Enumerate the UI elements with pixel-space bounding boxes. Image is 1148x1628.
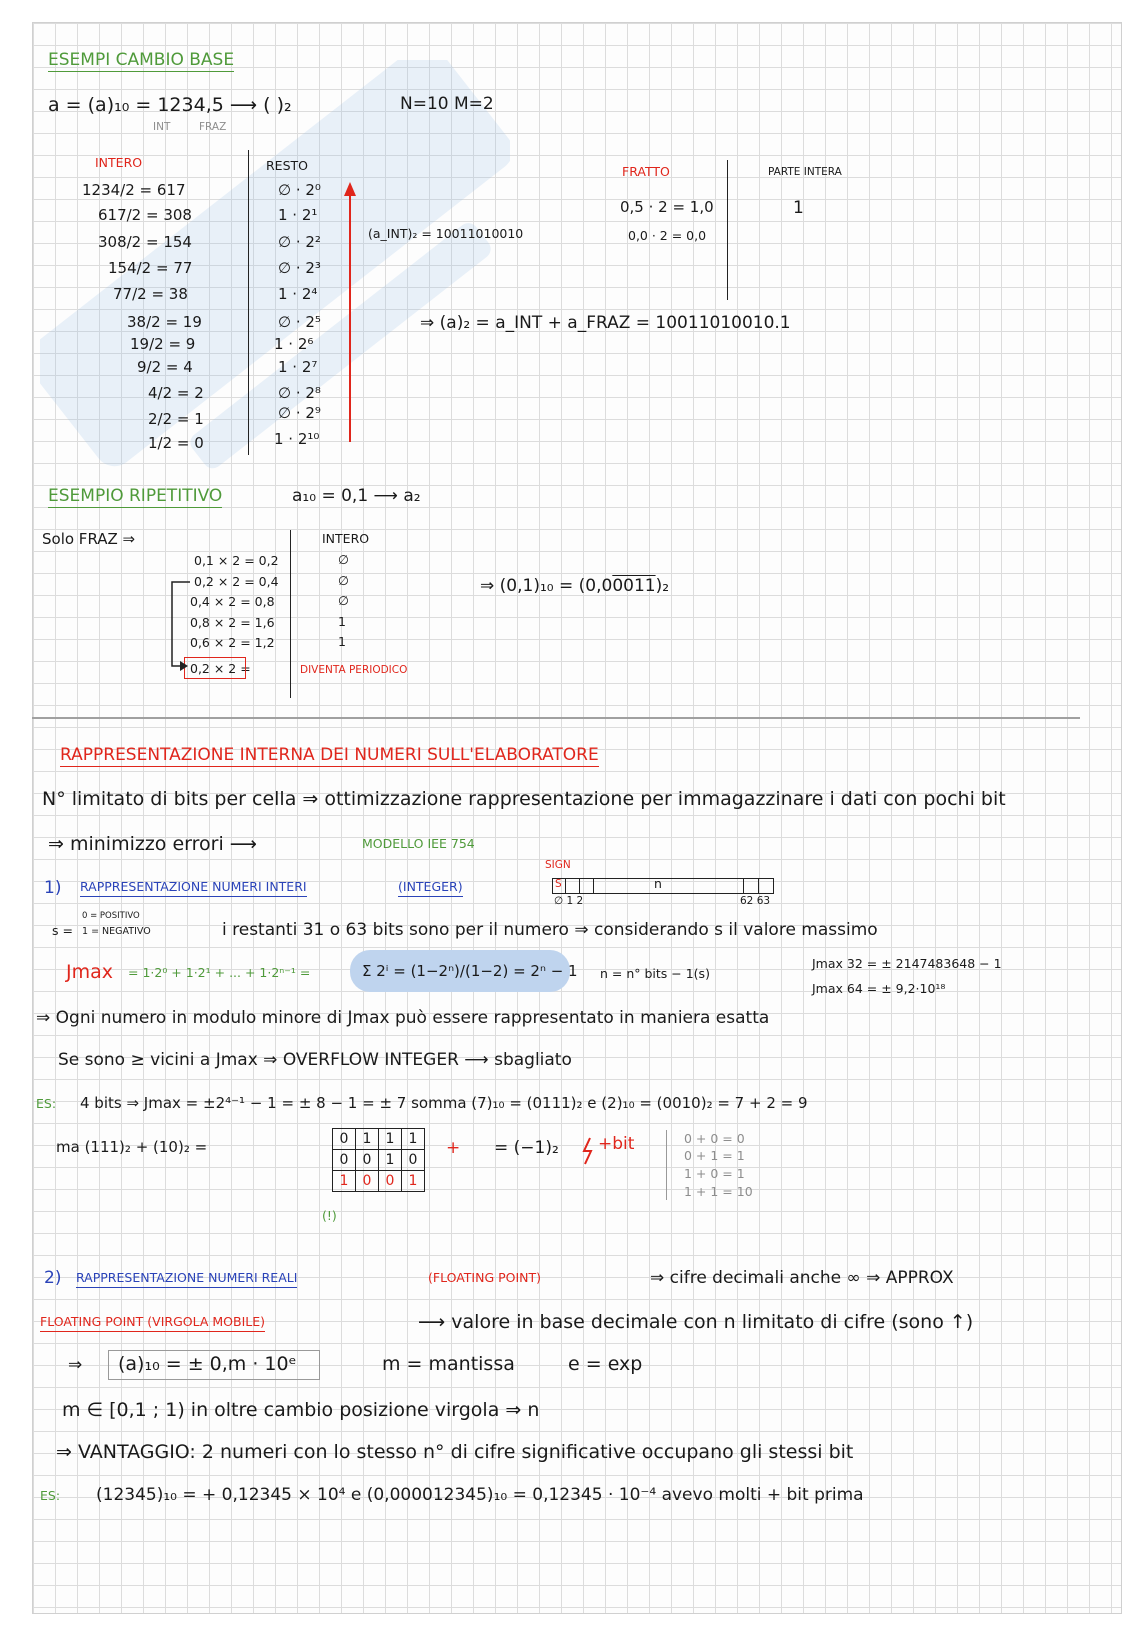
frac-int-value: 1: [793, 198, 804, 218]
frac-separator: [727, 160, 728, 300]
int-part-header: PARTE INTERA: [768, 166, 842, 178]
es-reals-line: (12345)₁₀ = + 0,12345 × 10⁴ e (0,000012345)₁₀ = 0,12345 · 10⁻⁴ avevo molti + bit prima: [96, 1485, 864, 1505]
sub2-tag: (FLOATING POINT): [428, 1270, 542, 1285]
lightning-icon: [581, 1136, 595, 1166]
remainder-row: 1 · 2¹⁰: [274, 430, 320, 448]
es-label-reals: ES:: [40, 1488, 61, 1503]
division-row: 154/2 = 77: [108, 259, 193, 277]
rule-row: 0 + 1 = 1: [684, 1148, 745, 1163]
section-title-rappresentazione: RAPPRESENTAZIONE INTERNA DEI NUMERI SULL'ELABORATORE: [60, 745, 599, 765]
result-left: ⇒ (0,1)₁₀ = (0,0: [480, 576, 613, 596]
plus-sign: +: [446, 1138, 461, 1158]
frac-row: 0,5 · 2 = 1,0: [620, 198, 714, 216]
remainder-row: 1 · 2⁴: [278, 285, 318, 303]
int-header: INTERO: [95, 155, 143, 170]
remainder-row: ∅ · 2⁹: [278, 404, 321, 422]
ma-line: ma (111)₂ + (10)₂ =: [56, 1138, 208, 1156]
division-row: 38/2 = 19: [127, 313, 202, 331]
remainder-row: 1 · 2⁶: [274, 335, 314, 353]
int-label: INT: [153, 121, 171, 133]
line-bits-cella: N° limitato di bits per cella ⇒ ottimizzazione rappresentazione per immagazzinare i dati con pochi bit: [42, 788, 1006, 810]
main-equation: a = (a)₁₀ = 1234,5 ⟶ ( )₂: [48, 94, 292, 116]
grid-cell: 1: [379, 1129, 402, 1150]
result-note: +bit: [598, 1134, 635, 1154]
imax-sum: = 1·2⁰ + 1·2¹ + ... + 1·2ⁿ⁻¹ =: [128, 965, 311, 980]
ripetitivo-result: [480, 578, 669, 595]
remainder-row: ∅ · 2²: [278, 233, 321, 251]
carry-mark: (!): [322, 1208, 337, 1223]
s-definition-rest: i restanti 31 o 63 bits sono per il numero ⇒ considerando s il valore massimo: [222, 920, 878, 940]
grid-cell: 0: [333, 1150, 356, 1171]
section-title-cambio-base: ESEMPI CAMBIO BASE: [48, 50, 235, 70]
advantage-line: ⇒ VANTAGGIO: 2 numeri con lo stesso n° di cifre significative occupano gli stessi bit: [56, 1441, 854, 1463]
sub2-title: RAPPRESENTAZIONE NUMERI REALI: [76, 1272, 297, 1288]
solo-frac-label: Solo FRAZ ⇒: [42, 530, 136, 548]
floating-point-formula: (a)₁₀ = ± 0,m · 10ᵉ: [118, 1353, 297, 1375]
floating-point-description: ⟶ valore in base decimale con n limitato di cifre (sono ↑): [418, 1311, 974, 1333]
ripetitivo-int-header: INTERO: [322, 531, 370, 546]
grid-cell: 0: [356, 1171, 379, 1192]
division-row: 1234/2 = 617: [82, 181, 186, 199]
division-row: 19/2 = 9: [130, 335, 196, 353]
cell-n: n: [654, 876, 662, 891]
imax-label: Jmax: [66, 961, 113, 983]
division-separator: [248, 150, 249, 455]
sub1-number: 1): [44, 878, 62, 898]
grid-cell: 1: [333, 1171, 356, 1192]
remainder-row: ∅ · 2⁸: [278, 384, 321, 402]
ripetitivo-int: ∅: [338, 573, 349, 588]
sub2-number: 2): [44, 1268, 62, 1288]
division-row: 308/2 = 154: [98, 233, 192, 251]
section-title-ripetitivo: ESEMPIO RIPETITIVO: [48, 486, 223, 506]
sub1-tag: (INTEGER): [398, 881, 463, 897]
rules-separator: [666, 1130, 667, 1200]
sum-result: = (−1)₂: [494, 1138, 559, 1158]
ripetitivo-equation: a₁₀ = 0,1 ⟶ a₂: [292, 486, 421, 506]
remainder-row: ∅ · 2⁵: [278, 313, 321, 331]
ripetitivo-row: 0,1 × 2 = 0,2: [194, 553, 279, 568]
grid-cell: 1: [356, 1129, 379, 1150]
n-definition: n = n° bits − 1(s): [600, 966, 710, 981]
imax-formula: Σ 2ⁱ = (1−2ⁿ)/(1−2) = 2ⁿ − 1: [362, 962, 578, 980]
ripetitivo-row: 0,6 × 2 = 1,2: [190, 635, 275, 650]
s-positive: 0 = POSITIVO: [82, 911, 140, 921]
grid-cell: 0: [379, 1171, 402, 1192]
ripetitivo-int: ∅: [338, 552, 349, 567]
ripetitivo-row: 0,8 × 2 = 1,6: [190, 615, 275, 630]
section1-result: ⇒ (a)₂ = a_INT + a_FRAZ = 10011010010.1: [420, 313, 791, 333]
reals-note: ⇒ cifre decimali anche ∞ ⇒ APPROX: [650, 1268, 954, 1288]
division-row: 617/2 = 308: [98, 206, 192, 224]
ripetitivo-int: 1: [338, 614, 346, 629]
mantissa-range: m ∈ [0,1 ; 1) in oltre cambio posizione virgola ⇒ n: [62, 1399, 540, 1421]
frac-row: 0,0 · 2 = 0,0: [628, 228, 707, 243]
cell-s: S: [555, 878, 562, 890]
section-divider: [32, 717, 1080, 719]
read-direction-arrow-icon: [340, 180, 360, 445]
line-modulo: ⇒ Ogni numero in modulo minore di Jmax può essere rappresentato in maniera esatta: [36, 1008, 770, 1028]
s-definition: s =: [52, 923, 73, 938]
modello-label: MODELLO IEE 754: [362, 836, 475, 851]
rule-row: 1 + 0 = 1: [684, 1166, 745, 1181]
base-params: N=10 M=2: [400, 94, 494, 114]
imax-64: Jmax 64 = ± 9,2·10¹⁸: [812, 981, 946, 996]
line-overflow: Se sono ≥ vicini a Jmax ⇒ OVERFLOW INTEGER ⟶ sbagliato: [58, 1050, 572, 1070]
bit-index-right: 62 63: [740, 895, 771, 907]
line-minimizzo: ⇒ minimizzo errori ⟶: [48, 833, 258, 855]
es-integers-line: 4 bits ⇒ Jmax = ±2⁴⁻¹ − 1 = ± 8 − 1 = ± 7 somma (7)₁₀ = (0111)₂ e (2)₁₀ = (0010)₂ = 7 + 2 = 9: [80, 1094, 808, 1112]
binary-sum-grid: [332, 1128, 425, 1192]
rest-header: RESTO: [266, 158, 308, 173]
grid-cell: 0: [356, 1150, 379, 1171]
remainder-row: 1 · 2¹: [278, 206, 318, 224]
grid-cell: 1: [379, 1150, 402, 1171]
implies-arrow: ⇒: [68, 1355, 83, 1375]
division-row: 2/2 = 1: [148, 410, 204, 428]
sign-label: SIGN: [545, 859, 571, 871]
bit-index-left: ∅ 1 2: [554, 895, 584, 907]
frac-header: FRATTO: [622, 164, 670, 179]
grid-cell: 0: [402, 1150, 425, 1171]
sub1-title: RAPPRESENTAZIONE NUMERI INTERI: [80, 881, 307, 897]
division-row: 1/2 = 0: [148, 434, 204, 452]
remainder-row: ∅ · 2³: [278, 259, 321, 277]
ripetitivo-row: 0,2 × 2 = 0,4: [194, 574, 279, 589]
s-negative: 1 = NEGATIVO: [82, 926, 151, 937]
result-right: )₂: [655, 576, 670, 596]
imax-32: Jmax 32 = ± 2147483648 − 1: [812, 956, 1002, 971]
loop-back-arrow-icon: [164, 580, 194, 672]
grid-cell: 0: [333, 1129, 356, 1150]
grid-cell: 1: [402, 1129, 425, 1150]
result-periodic: 0011: [612, 576, 656, 596]
a-int-result: (a_INT)₂ = 10011010010: [368, 226, 524, 241]
exp-definition: e = exp: [568, 1353, 643, 1375]
mantissa-definition: m = mantissa: [382, 1353, 515, 1375]
es-label-integers: ES:: [36, 1096, 57, 1111]
floating-point-label: FLOATING POINT (VIRGOLA MOBILE): [40, 1316, 265, 1332]
rule-row: 0 + 0 = 0: [684, 1131, 745, 1146]
division-row: 4/2 = 2: [148, 384, 204, 402]
ripetitivo-int: 1: [338, 634, 346, 649]
ripetitivo-separator: [290, 530, 291, 698]
ripetitivo-int: ∅: [338, 593, 349, 608]
ieee-bit-cell: [552, 878, 774, 894]
grid-cell: 1: [402, 1171, 425, 1192]
frac-label: FRAZ: [199, 121, 227, 133]
rule-row: 1 + 1 = 10: [684, 1184, 753, 1199]
ripetitivo-row-repeat: 0,2 × 2 =: [190, 661, 251, 676]
periodic-note: DIVENTA PERIODICO: [300, 664, 408, 676]
ripetitivo-row: 0,4 × 2 = 0,8: [190, 594, 275, 609]
remainder-row: ∅ · 2⁰: [278, 181, 321, 199]
division-row: 77/2 = 38: [113, 285, 188, 303]
division-row: 9/2 = 4: [137, 358, 193, 376]
remainder-row: 1 · 2⁷: [278, 358, 318, 376]
